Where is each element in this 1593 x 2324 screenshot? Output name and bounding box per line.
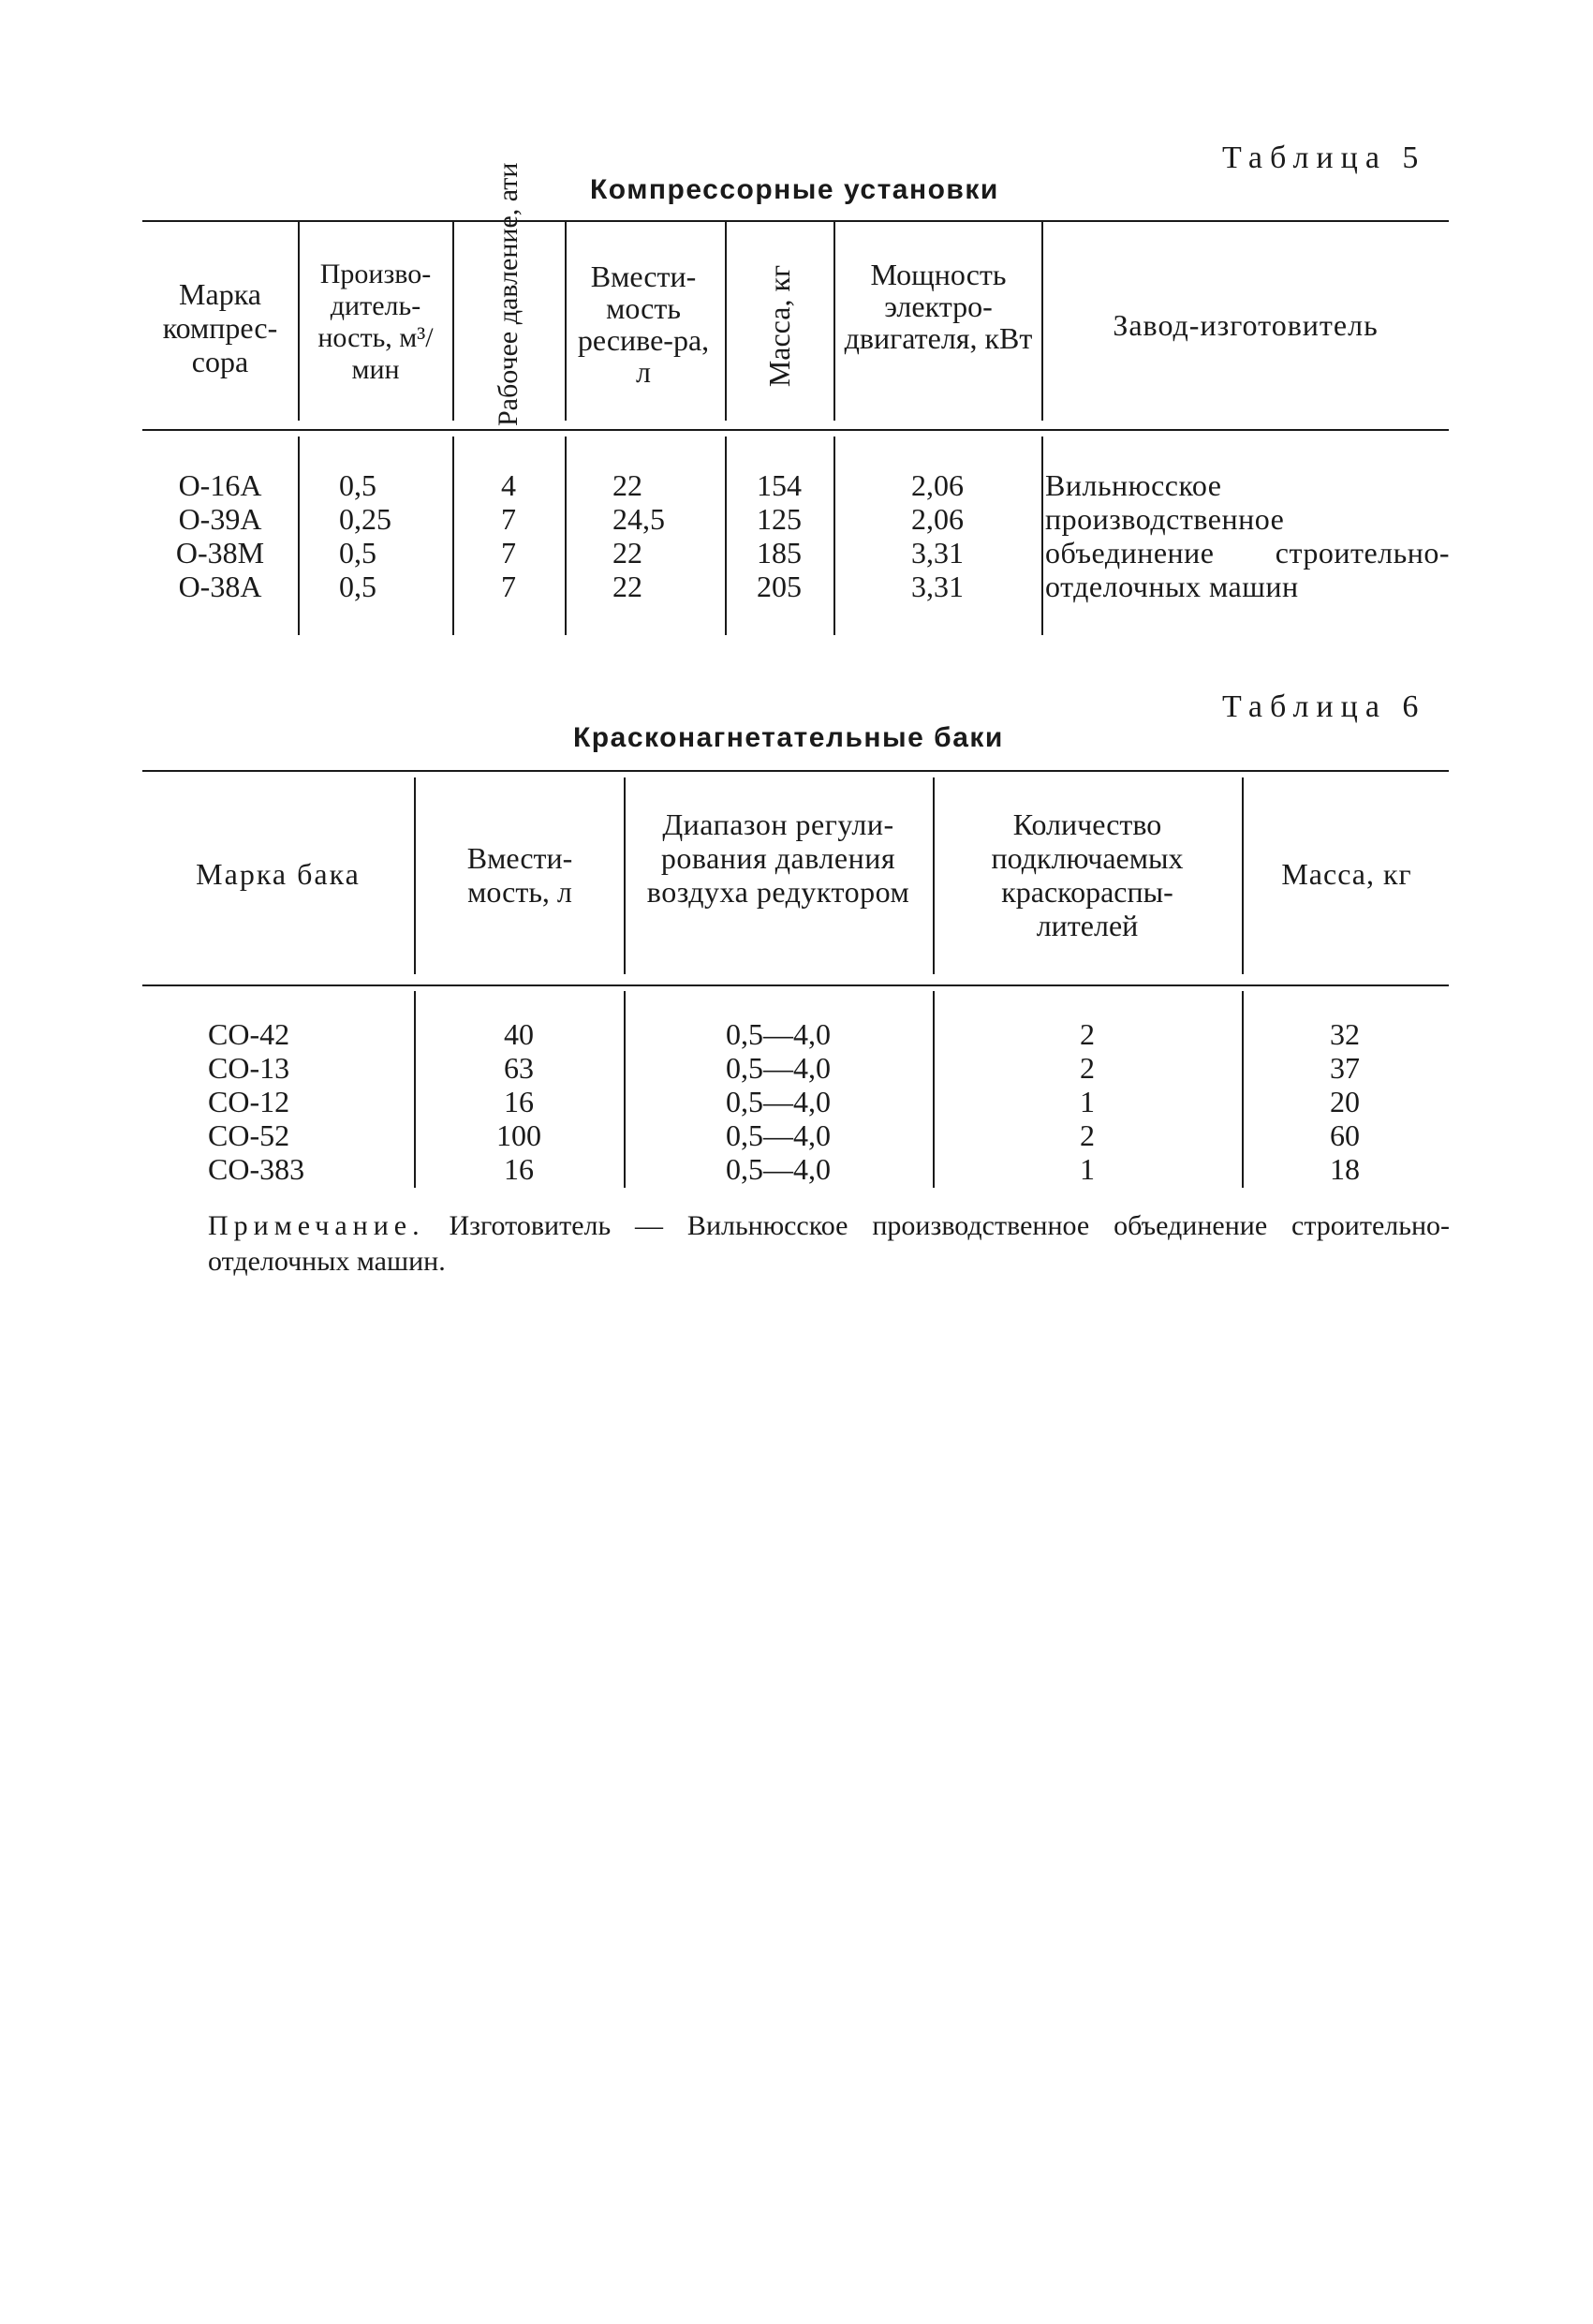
table6-col-brand: СО-42 СО-13 СО-12 СО-52 СО-383 [208, 1017, 305, 1186]
table5-col-maker: Вильнюсское производственное объединение строительно-отделочных машин [1045, 468, 1450, 603]
table5-header-brand: Марка компрес-сора [162, 277, 278, 378]
table5-divider [452, 222, 454, 421]
table5-divider [565, 222, 567, 421]
table5-header-pressure: Рабочее давление, ати [493, 162, 524, 426]
table6-divider [933, 991, 935, 1188]
table5-col-mass: 154 125 185 205 [757, 468, 802, 603]
table6-divider [624, 777, 626, 974]
table5-header-maker: Завод-изготовитель [1113, 308, 1379, 342]
table6-divider [933, 777, 935, 974]
table5-header-capacity: Произво-дитель-ность, м³/мин [317, 259, 434, 385]
table6-col-count: 2 2 1 2 1 [1080, 1017, 1095, 1186]
table5-divider [565, 437, 567, 635]
table6-divider [414, 777, 416, 974]
table5-divider [1041, 437, 1043, 635]
table5-divider [725, 437, 727, 635]
table5-divider [298, 437, 300, 635]
table5-col-power: 2,06 2,06 3,31 3,31 [911, 468, 964, 603]
table5-divider [725, 222, 727, 421]
table6-divider [414, 991, 416, 1188]
table5-header-receiver: Вмести-мость ресиве-ра, л [577, 259, 710, 389]
table5-divider [452, 437, 454, 635]
table6-header-rule [142, 984, 1449, 986]
table5-title: Компрессорные установки [590, 174, 999, 205]
table5-top-rule [142, 220, 1449, 222]
table6-top-rule [142, 770, 1449, 772]
table6-col-range: 0,5—4,0 0,5—4,0 0,5—4,0 0,5—4,0 0,5—4,0 [726, 1017, 831, 1186]
table5-label: Таблица 5 [1222, 141, 1426, 175]
table5-header-power: Мощность электро-двигателя, кВт [844, 258, 1033, 355]
table6-divider [624, 991, 626, 1188]
table6-col-volume: 40 63 16 100 16 [496, 1017, 541, 1186]
table5-col-capacity: 0,5 0,25 0,5 0,5 [339, 468, 391, 603]
table6-divider [1242, 991, 1244, 1188]
table5-divider [298, 222, 300, 421]
table6-title: Красконагнетательные баки [573, 722, 1004, 753]
table6-divider [1242, 777, 1244, 974]
table6-header-volume: Вмести-мость, л [466, 841, 573, 909]
table5-divider [1041, 222, 1043, 421]
table5-header-rule [142, 429, 1449, 431]
table5-header-mass: Масса, кг [762, 264, 796, 388]
table6-header-mass: Масса, кг [1281, 857, 1412, 891]
table5-divider [833, 222, 835, 421]
table5-col-receiver: 22 24,5 22 22 [612, 468, 665, 603]
table5-col-pressure: 4 7 7 7 [501, 468, 516, 603]
note-text: Изготовитель — Вильнюсское производственное объединение строительно-отделочных машин. [208, 1210, 1450, 1277]
table6-header-range: Диапазон регули-рования давления воздуха редуктором [646, 807, 910, 909]
table6-header-count: Количество подключаемых краскораспы-лителей [991, 807, 1184, 942]
table6-header-brand: Марка бака [196, 857, 361, 891]
table6-label: Таблица 6 [1222, 689, 1426, 724]
table6-col-mass: 32 37 20 60 18 [1330, 1017, 1360, 1186]
table5-col-brand: О-16А О-39А О-38М О-38А [175, 468, 265, 603]
note-lead: Примечание. [208, 1210, 425, 1241]
table6-note [208, 1208, 1450, 1280]
table5-divider [833, 437, 835, 635]
